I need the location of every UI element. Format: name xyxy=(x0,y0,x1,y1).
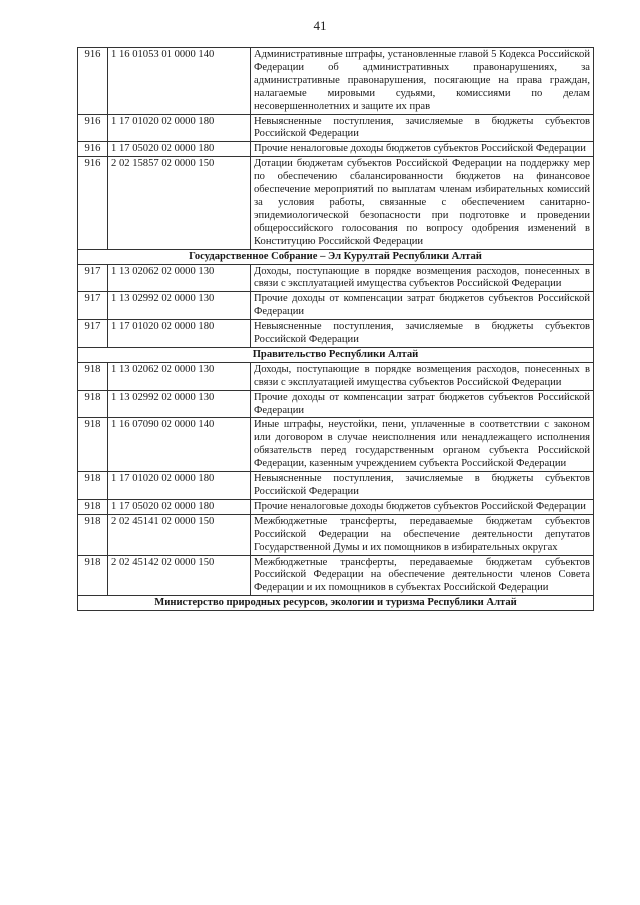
section-title: Правительство Республики Алтай xyxy=(78,347,594,362)
admin-code-cell: 917 xyxy=(78,264,108,292)
income-name-cell: Административные штрафы, установленные главой 5 Кодекса Российской Федерации об административных правонарушениях, за административные правонарушения, посягающие на права граждан, налагаемые мировыми судьями, комиссиями по делам несовершеннолетних и защите их прав xyxy=(251,48,594,115)
income-name-cell: Прочие неналоговые доходы бюджетов субъектов Российской Федерации xyxy=(251,499,594,514)
income-name-cell: Доходы, поступающие в порядке возмещения расходов, понесенных в связи с эксплуатацией имущества субъектов Российской Федерации xyxy=(251,264,594,292)
table-row xyxy=(78,390,594,418)
admin-code-cell: 918 xyxy=(78,362,108,390)
budget-code-cell: 1 16 07090 02 0000 140 xyxy=(108,418,251,472)
budget-code-cell: 1 17 01020 02 0000 180 xyxy=(108,114,251,142)
budget-code-cell: 1 13 02062 02 0000 130 xyxy=(108,264,251,292)
budget-code-cell: 1 13 02062 02 0000 130 xyxy=(108,362,251,390)
income-name-cell: Невыясненные поступления, зачисляемые в бюджеты субъектов Российской Федерации xyxy=(251,472,594,500)
admin-code-cell: 918 xyxy=(78,418,108,472)
section-title: Министерство природных ресурсов, экологии и туризма Республики Алтай xyxy=(78,596,594,611)
income-name-cell: Дотации бюджетам субъектов Российской Федерации на поддержку мер по обеспечению сбалансированности бюджетов на финансовое обеспечение мероприятий по выплатам членам избирательных комиссий за условия работы, связанные с обеспечением санитарно-эпидемиологической безопасности при подготовке и проведении общероссийского голосования по вопросу одобрения изменений в Конституцию Российской Федерации xyxy=(251,157,594,249)
admin-code-cell: 918 xyxy=(78,499,108,514)
table-row xyxy=(78,264,594,292)
table-row xyxy=(78,499,594,514)
section-header-row xyxy=(78,596,594,611)
income-name-cell: Межбюджетные трансферты, передаваемые бюджетам субъектов Российской Федерации на обеспечение деятельности депутатов Государственной Думы и их помощников в избирательных округах xyxy=(251,514,594,555)
admin-code-cell: 917 xyxy=(78,292,108,320)
budget-code-cell: 1 13 02992 02 0000 130 xyxy=(108,292,251,320)
table-row xyxy=(78,114,594,142)
budget-code-cell: 2 02 45142 02 0000 150 xyxy=(108,555,251,596)
section-header-row xyxy=(78,347,594,362)
budget-code-cell: 1 17 05020 02 0000 180 xyxy=(108,499,251,514)
income-name-cell: Прочие неналоговые доходы бюджетов субъектов Российской Федерации xyxy=(251,142,594,157)
table-row xyxy=(78,555,594,596)
table-row xyxy=(78,157,594,249)
budget-code-cell: 2 02 45141 02 0000 150 xyxy=(108,514,251,555)
page-number: 41 xyxy=(313,18,327,33)
table-row xyxy=(78,362,594,390)
budget-code-cell: 1 17 01020 02 0000 180 xyxy=(108,472,251,500)
admin-code-cell: 918 xyxy=(78,390,108,418)
income-name-cell: Межбюджетные трансферты, передаваемые бюджетам субъектов Российской Федерации на обеспечение деятельности членов Совета Федерации и их помощников в субъектах Российской Федерации xyxy=(251,555,594,596)
income-name-cell: Прочие доходы от компенсации затрат бюджетов субъектов Российской Федерации xyxy=(251,292,594,320)
admin-code-cell: 917 xyxy=(78,320,108,348)
table-row xyxy=(78,292,594,320)
income-name-cell: Невыясненные поступления, зачисляемые в бюджеты субъектов Российской Федерации xyxy=(251,114,594,142)
admin-code-cell: 918 xyxy=(78,514,108,555)
admin-code-cell: 918 xyxy=(78,555,108,596)
table-body xyxy=(78,48,594,611)
table-row xyxy=(78,514,594,555)
budget-code-cell: 1 17 01020 02 0000 180 xyxy=(108,320,251,348)
table-row xyxy=(78,472,594,500)
income-name-cell: Невыясненные поступления, зачисляемые в бюджеты субъектов Российской Федерации xyxy=(251,320,594,348)
admin-code-cell: 916 xyxy=(78,157,108,249)
income-name-cell: Иные штрафы, неустойки, пени, уплаченные в соответствии с законом или договором в случае неисполнения или ненадлежащего исполнения обязательств перед государственным органом субъекта Российской Федерации, казенным учреждением субъекта Российской Федерации xyxy=(251,418,594,472)
table-row xyxy=(78,142,594,157)
budget-code-cell: 1 16 01053 01 0000 140 xyxy=(108,48,251,115)
budget-code-cell: 2 02 15857 02 0000 150 xyxy=(108,157,251,249)
admin-code-cell: 916 xyxy=(78,48,108,115)
section-title: Государственное Собрание – Эл Курултай Республики Алтай xyxy=(78,249,594,264)
admin-code-cell: 918 xyxy=(78,472,108,500)
table-row xyxy=(78,48,594,115)
budget-codes-table xyxy=(77,47,594,611)
budget-code-cell: 1 17 05020 02 0000 180 xyxy=(108,142,251,157)
admin-code-cell: 916 xyxy=(78,114,108,142)
table-row xyxy=(78,418,594,472)
admin-code-cell: 916 xyxy=(78,142,108,157)
table-row xyxy=(78,320,594,348)
income-name-cell: Прочие доходы от компенсации затрат бюджетов субъектов Российской Федерации xyxy=(251,390,594,418)
budget-code-cell: 1 13 02992 02 0000 130 xyxy=(108,390,251,418)
section-header-row xyxy=(78,249,594,264)
income-name-cell: Доходы, поступающие в порядке возмещения расходов, понесенных в связи с эксплуатацией имущества субъектов Российской Федерации xyxy=(251,362,594,390)
